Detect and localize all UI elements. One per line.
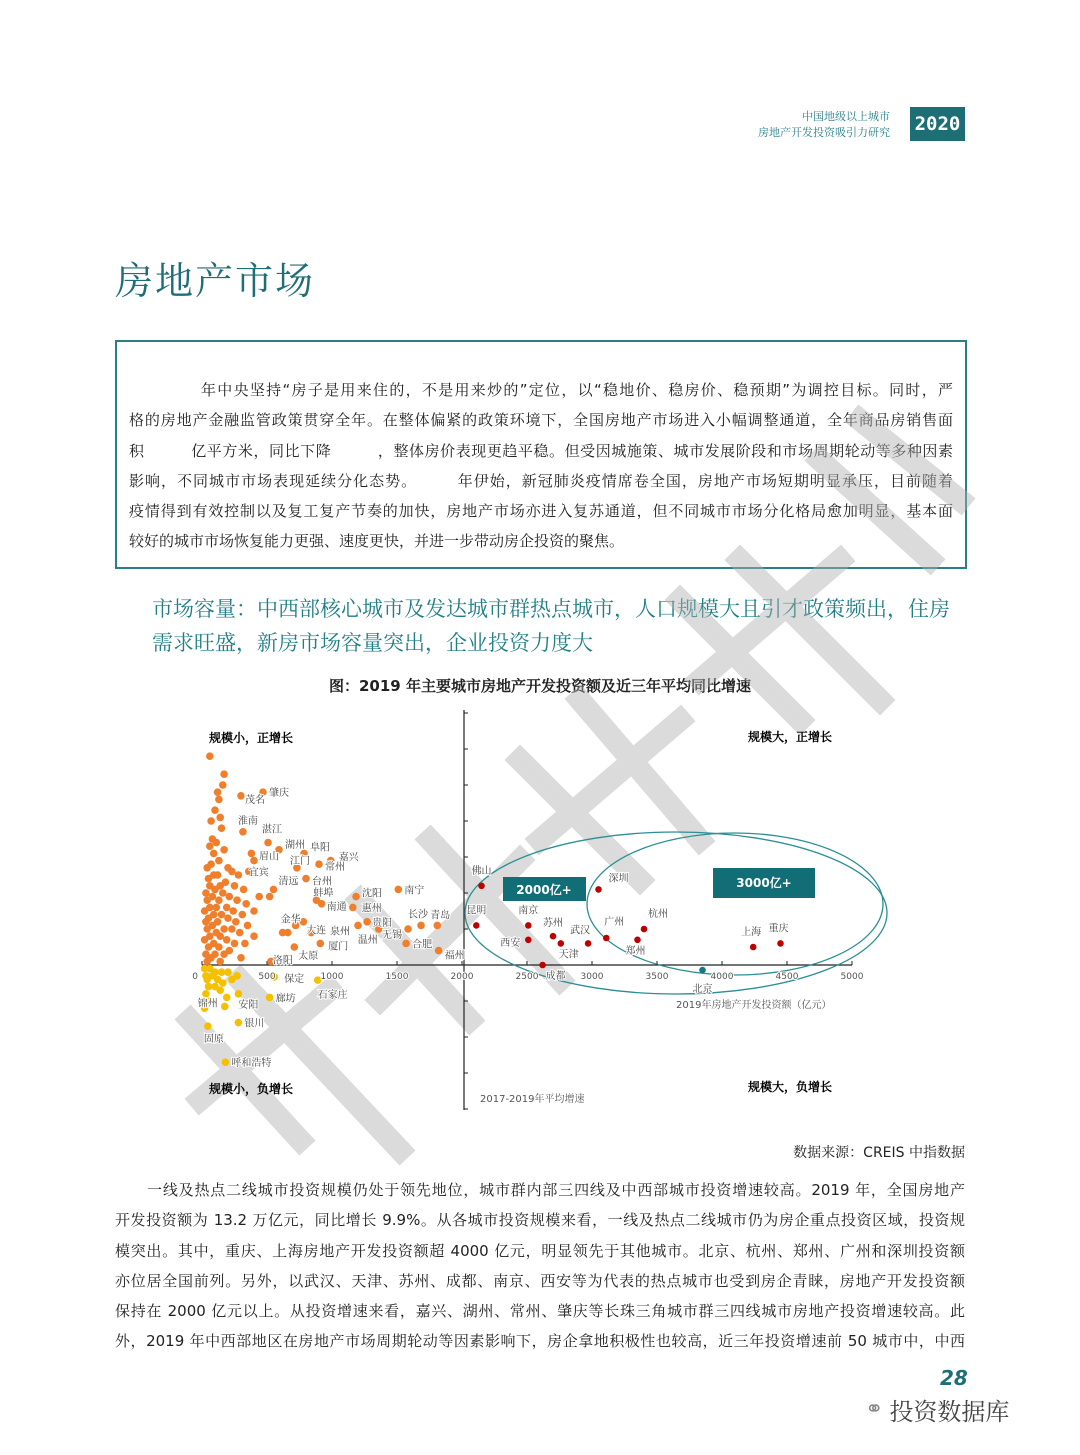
point-label: 南京 <box>518 905 539 917</box>
point-label: 沈阳 <box>362 888 383 900</box>
x-tick-label: 2500 <box>515 972 539 982</box>
point-label: 洛阳 <box>272 955 293 967</box>
wechat-account-name: 投资数据库 <box>889 1398 1010 1426</box>
y-axis-title: 2017-2019年平均增速 <box>480 1094 585 1105</box>
data-point-43 <box>641 926 648 933</box>
data-point <box>284 929 292 937</box>
data-point <box>219 979 227 987</box>
point-label: 茂名 <box>245 794 265 806</box>
data-point <box>218 824 226 832</box>
data-point <box>239 911 247 919</box>
data-point <box>223 994 231 1002</box>
point-label: 北京 <box>692 984 713 996</box>
point-label: 湛江 <box>262 824 283 836</box>
data-point-52 <box>539 962 546 969</box>
page-number: 28 <box>940 1366 968 1390</box>
x-tick-label: 2000 <box>450 972 474 982</box>
data-point-3 <box>264 839 272 847</box>
group-2000-label: 2000亿+ <box>516 883 572 897</box>
data-point <box>215 796 223 804</box>
point-label: 合肥 <box>412 939 433 951</box>
year-badge: 2020 <box>910 107 965 141</box>
point-label: 福州 <box>444 950 465 962</box>
point-label: 湖州 <box>284 839 305 851</box>
body-paragraph <box>115 1175 965 1357</box>
data-point <box>250 932 258 940</box>
text-line: 较好的城市市场恢复能力更强、速度更快，并进一步带动房企投资的聚焦。 <box>129 532 625 551</box>
data-point <box>206 842 214 850</box>
point-label: 淮南 <box>237 815 258 827</box>
point-label: 清远 <box>278 876 299 888</box>
x-tick-label: 3000 <box>580 972 604 982</box>
data-point <box>220 770 228 778</box>
point-label: 台州 <box>312 876 332 888</box>
data-point <box>229 907 237 915</box>
data-point-33 <box>235 990 243 998</box>
data-point <box>240 886 248 894</box>
point-label: 天津 <box>558 949 579 961</box>
data-point-7 <box>250 857 258 865</box>
point-label: 嘉兴 <box>338 852 359 864</box>
data-point-51 <box>750 944 757 951</box>
data-point <box>219 781 227 789</box>
point-label: 石家庄 <box>317 990 348 1002</box>
data-point <box>202 918 210 926</box>
data-point <box>215 896 223 904</box>
point-label: 固原 <box>203 1034 224 1046</box>
data-point <box>235 871 243 879</box>
data-point <box>233 896 241 904</box>
data-point <box>228 868 236 876</box>
data-point-50 <box>777 940 784 947</box>
point-label: 长沙 <box>408 909 429 921</box>
point-label: 蚌埠 <box>313 888 334 900</box>
point-label: 保定 <box>284 973 305 985</box>
x-axis-title: 2019年房地产开发投资额（亿元） <box>676 1000 832 1011</box>
data-point <box>250 907 258 915</box>
data-point-26 <box>317 940 325 948</box>
data-point <box>218 911 226 919</box>
point-label: 太原 <box>298 951 319 962</box>
data-point-11 <box>302 875 310 883</box>
text-line: 积 亿平方米，同比下降 ，整体房价表现更趋平稳。但受因城施策、城市发展阶段和市场周期轮动等多种因素 <box>129 441 953 460</box>
data-point-24 <box>404 925 412 933</box>
point-label: 青岛 <box>430 910 451 922</box>
point-label: 南宁 <box>404 885 425 897</box>
data-point-14 <box>352 893 360 901</box>
quadrant-label-top-right: 规模大，正增长 <box>748 730 833 744</box>
data-point <box>218 968 226 976</box>
data-point-39 <box>478 883 485 890</box>
point-label: 无锡 <box>382 930 403 941</box>
x-tick-label: 4500 <box>775 972 799 982</box>
data-point <box>224 968 232 976</box>
data-point <box>215 857 223 865</box>
point-label: 安阳 <box>238 999 259 1011</box>
section-subheading: 市场容量：中西部核心城市及发达城市群热点城市，人口规模大且引才政策频出，住房需求旺盛，新房市场容量突出，企业投资力度大 <box>152 597 950 655</box>
data-point <box>211 806 219 814</box>
data-point <box>205 943 213 951</box>
point-label: 佛山 <box>471 865 492 877</box>
x-tick-label: 1000 <box>320 972 344 982</box>
data-point-12 <box>270 886 278 894</box>
data-point-38 <box>222 1058 230 1066</box>
data-point <box>255 893 263 901</box>
chart-title: 图：2019 年主要城市房地产开发投资额及近三年平均同比增速 <box>329 677 751 695</box>
point-label: 锦州 <box>197 998 218 1010</box>
x-tick-label: 3500 <box>645 972 669 982</box>
point-label: 贵阳 <box>372 917 393 929</box>
data-point <box>266 893 274 901</box>
data-point <box>207 817 215 825</box>
data-point <box>201 936 209 944</box>
wechat-account[interactable] <box>865 1392 1009 1427</box>
data-point-29 <box>435 947 443 955</box>
data-point <box>231 882 239 890</box>
data-point-2 <box>239 828 247 836</box>
data-point <box>203 958 211 966</box>
point-label: 杭州 <box>648 909 668 920</box>
header-line-1: 中国地级以上城市 <box>802 110 890 123</box>
data-point <box>203 896 211 904</box>
text-line: 外，2019 年中西部地区在房地产市场周期轮动等因素影响下，房企拿地积极性也较高，近三年投资增速前 50 城市中，中西 <box>115 1332 965 1351</box>
text-line: 格的房地产金融监管政策贯穿全年。在整体偏紧的政策环境下，全国房地产市场进入小幅调整通道，全年商品房销售面 <box>129 411 953 430</box>
data-point-27 <box>402 940 410 948</box>
text-line: 影响，不同城市市场表现延续分化态势。 年伊始，新冠肺炎疫情席卷全国，房地产市场短期明显承压，目前随着 <box>129 471 953 490</box>
data-point <box>223 936 231 944</box>
data-point-20 <box>354 922 362 930</box>
data-point <box>211 886 219 894</box>
text-line: 保持在 2000 亿元以上。从投资增速来看，嘉兴、湖州、常州、肇庆等长珠三角城市群三四线城市房地产投资增速较高。此 <box>115 1302 965 1321</box>
x-tick-label: 5000 <box>840 972 864 982</box>
point-label: 成都 <box>545 971 566 982</box>
data-point-40 <box>595 886 602 893</box>
quadrant-label-bottom-right: 规模大，负增长 <box>748 1080 833 1094</box>
data-point <box>202 990 210 998</box>
data-point <box>241 940 249 948</box>
point-label: 廊坊 <box>275 993 296 1005</box>
data-point-49 <box>585 940 592 947</box>
data-point <box>236 929 244 937</box>
data-point-48 <box>558 940 565 947</box>
point-label: 上海 <box>741 927 762 938</box>
data-point <box>244 922 252 930</box>
point-label: 惠州 <box>361 903 382 915</box>
data-point <box>237 954 245 962</box>
data-point <box>226 893 234 901</box>
text-line: 一线及热点二线城市投资规模仍处于领先地位，城市群内部三四线及中西部城市投资增速较高。2019 年，全国房地产 <box>147 1181 965 1199</box>
data-point <box>213 904 221 912</box>
data-point-53 <box>699 967 706 974</box>
data-point <box>203 925 211 933</box>
text-line: 亦位居全国前列。另外，以武汉、天津、苏州、成都、南京、西安等为代表的热点城市也受到房企青睐，房地产开发投资额 <box>115 1271 965 1290</box>
data-point-44 <box>550 933 557 940</box>
data-point-34 <box>266 994 274 1002</box>
data-point <box>210 850 218 858</box>
data-point <box>220 846 228 854</box>
wechat-icon: ⚭ <box>865 1397 884 1422</box>
data-point-45 <box>603 935 610 942</box>
point-label: 广州 <box>604 917 625 928</box>
point-label: 眉山 <box>259 851 279 863</box>
x-tick-label: 500 <box>258 972 276 982</box>
data-point <box>216 814 224 822</box>
point-label: 江门 <box>289 855 310 867</box>
text-line: 开发投资额为 13.2 万亿元，同比增长 9.9%。从各城市投资规模来看，一线及热点二线城市仍为房企重点投资区域，投资规 <box>115 1211 965 1230</box>
group-3000-label: 3000亿+ <box>736 876 792 890</box>
data-point <box>216 986 224 994</box>
point-label: 昆明 <box>466 905 487 917</box>
data-point <box>242 900 250 908</box>
quadrant-label-bottom-left: 规模小，负增长 <box>209 1082 294 1096</box>
data-point <box>205 983 213 991</box>
text-line: 年中央坚持“房子是用来住的，不是用来炒的”定位，以“稳地价、稳房价、稳预期”为调控目标。同时，严 <box>201 381 953 399</box>
data-point-42 <box>525 922 532 929</box>
data-point-8 <box>315 860 323 868</box>
data-source: 数据来源：CREIS 中指数据 <box>793 1145 965 1161</box>
data-point-36 <box>235 1019 243 1027</box>
data-point-17 <box>349 904 357 912</box>
data-point <box>206 752 214 760</box>
point-label: 呼和浩特 <box>231 1058 272 1070</box>
x-tick-label: 0 <box>192 972 198 982</box>
data-point-16 <box>318 900 326 908</box>
data-point-46 <box>525 937 532 944</box>
data-point-21 <box>417 922 425 930</box>
x-tick-label: 1500 <box>385 972 409 982</box>
point-label: 西安 <box>500 937 521 949</box>
data-point <box>216 932 224 940</box>
point-label: 肇庆 <box>268 788 289 800</box>
data-point <box>224 914 232 922</box>
data-point <box>220 925 228 933</box>
point-label: 武汉 <box>570 925 591 937</box>
data-point <box>203 864 211 872</box>
header-line-2: 房地产开发投资吸引力研究 <box>758 126 890 139</box>
data-point <box>215 943 223 951</box>
point-label: 重庆 <box>768 923 789 935</box>
data-point <box>216 958 224 966</box>
point-label: 郑州 <box>625 945 646 957</box>
point-label: 泉州 <box>330 926 350 938</box>
data-point-22 <box>434 922 442 930</box>
data-point-18 <box>363 918 371 926</box>
data-point <box>203 976 211 984</box>
point-label: 温州 <box>357 935 378 946</box>
point-label: 苏州 <box>543 918 563 930</box>
data-point-37 <box>204 1022 212 1030</box>
text-line: 疫情得到有效控制以及复工复产节奏的加快，房地产市场亦进入复苏通道，但不同城市市场分化格局愈加明显，基本面 <box>129 502 953 521</box>
data-point <box>205 875 213 883</box>
point-label: 银川 <box>244 1018 265 1030</box>
data-point <box>232 918 240 926</box>
text-line: 模突出。其中，重庆、上海房地产开发投资额超 4000 亿元，明显领先于其他城市。北京、杭州、郑州、广州和深圳投资额 <box>115 1241 965 1260</box>
page-title: 房地产市场 <box>115 259 316 303</box>
quadrant-label-top-left: 规模小，正增长 <box>209 731 294 745</box>
data-point <box>220 950 228 958</box>
point-label: 厦门 <box>328 941 349 953</box>
data-point <box>223 904 231 912</box>
data-point <box>202 889 210 897</box>
point-label: 阜阳 <box>310 842 331 854</box>
x-tick-label: 4000 <box>710 972 734 982</box>
point-label: 深圳 <box>608 873 629 885</box>
data-point-28 <box>291 943 299 951</box>
data-point <box>219 889 227 897</box>
point-label: 常州 <box>325 862 345 874</box>
data-point <box>300 918 308 926</box>
data-point <box>228 925 236 933</box>
data-point-1 <box>237 792 245 800</box>
data-point-35 <box>221 1003 229 1011</box>
data-point <box>248 850 256 858</box>
point-label: 大连 <box>306 925 327 937</box>
point-label: 南通 <box>326 901 347 913</box>
data-point <box>231 940 239 948</box>
point-label: 宜宾 <box>248 867 269 879</box>
data-point <box>213 839 221 847</box>
data-point-13 <box>395 886 403 894</box>
data-point <box>214 788 222 796</box>
data-point-47 <box>634 937 641 944</box>
data-point <box>201 907 209 915</box>
data-point <box>228 976 236 984</box>
data-point-41 <box>473 922 480 929</box>
point-label: 金华 <box>280 914 301 926</box>
